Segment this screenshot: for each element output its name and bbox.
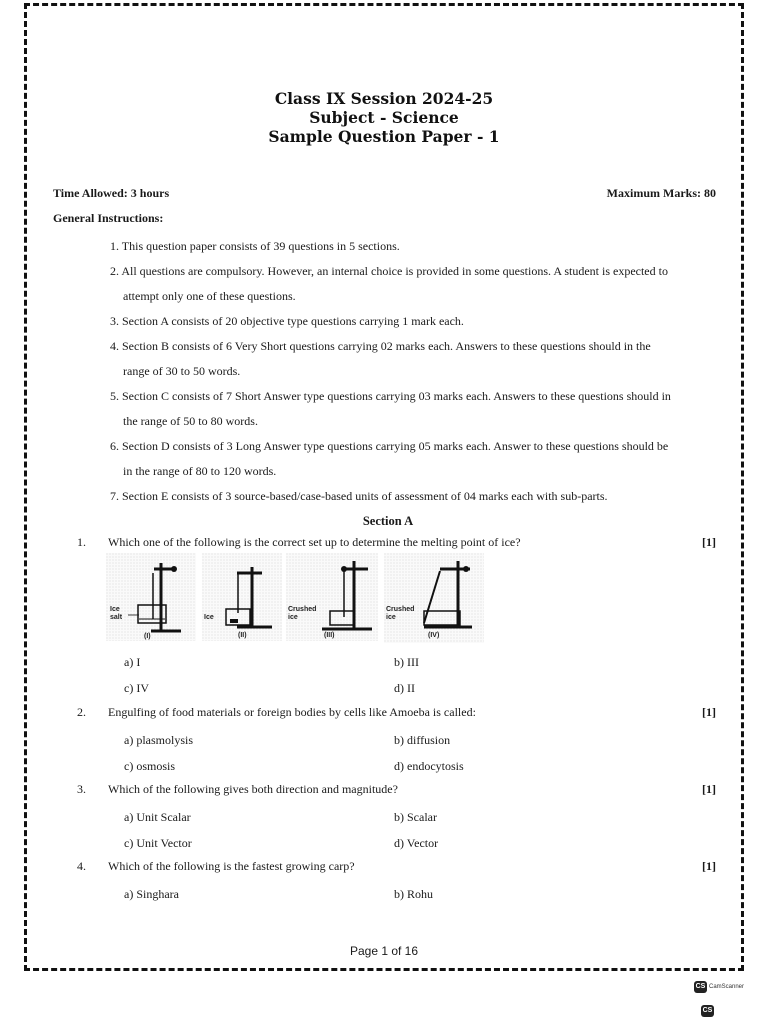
option-b: b) diffusion bbox=[394, 733, 451, 747]
label-ice: Ice bbox=[110, 606, 120, 613]
option-a: a) plasmolysis bbox=[124, 733, 193, 747]
option-a: a) I bbox=[124, 655, 141, 669]
paper-title: Sample Question Paper - 1 bbox=[268, 127, 500, 146]
setup-iii-diagram bbox=[286, 553, 378, 641]
instruction-text: 1. This question paper consists of 39 questions in 5 sections. bbox=[110, 239, 400, 253]
instruction-text: 7. Section E consists of 3 source-based/case-based units of assessment of 04 marks each with sub-parts. bbox=[110, 489, 608, 503]
question-number: 4. bbox=[77, 859, 86, 873]
setup-i-diagram bbox=[106, 553, 196, 641]
option-d: d) endocytosis bbox=[394, 759, 464, 773]
setup-ii-diagram bbox=[202, 553, 282, 641]
question-marks: [1] bbox=[702, 859, 716, 873]
option-b: b) Rohu bbox=[394, 887, 433, 901]
option-c: c) IV bbox=[124, 681, 149, 695]
option-d: d) Vector bbox=[394, 836, 439, 850]
instruction-text-cont: the range of 50 to 80 words. bbox=[123, 414, 258, 428]
question-text: Which of the following gives both direction and magnitude? bbox=[108, 782, 398, 796]
option-c: c) osmosis bbox=[124, 759, 175, 773]
label-crushed: Crushed bbox=[386, 606, 415, 613]
instruction-item bbox=[110, 434, 720, 484]
paper-class-session: Class IX Session 2024-25 bbox=[274, 89, 494, 108]
section-a-heading: Section A bbox=[362, 514, 414, 528]
instruction-item bbox=[110, 309, 720, 334]
question-marks: [1] bbox=[702, 535, 716, 549]
option-a: a) Singhara bbox=[124, 887, 179, 901]
melting-point-setups-figure bbox=[106, 553, 486, 643]
instruction-text: 3. Section A consists of 20 objective type questions carrying 1 mark each. bbox=[110, 314, 464, 328]
setup-iv-diagram bbox=[384, 553, 484, 643]
label-ice: ice bbox=[386, 614, 396, 621]
maximum-marks: Maximum Marks: 80 bbox=[606, 186, 716, 200]
question-text: Which of the following is the fastest growing carp? bbox=[108, 859, 355, 873]
instruction-text: 2. All questions are compulsory. However, an internal choice is provided in some questions. A student is expected to bbox=[110, 264, 668, 278]
instruction-text-cont: attempt only one of these questions. bbox=[123, 289, 296, 303]
instruction-text: 6. Section D consists of 3 Long Answer type questions carrying 05 marks each. Answer to these questions should be bbox=[110, 439, 669, 453]
camscanner-badge-icon: CS bbox=[701, 1005, 714, 1017]
page-number: Page 1 of 16 bbox=[349, 944, 419, 958]
option-a: a) Unit Scalar bbox=[124, 810, 191, 824]
question-number: 3. bbox=[77, 782, 86, 796]
option-b: b) III bbox=[394, 655, 419, 669]
label-setup-ii: (II) bbox=[238, 632, 247, 639]
general-instructions-heading: General Instructions: bbox=[53, 211, 164, 225]
label-setup-iii: (III) bbox=[324, 632, 335, 639]
label-ice: Ice bbox=[204, 614, 214, 621]
camscanner-logo-icon: CS bbox=[694, 981, 707, 993]
instruction-text-cont: in the range of 80 to 120 words. bbox=[123, 464, 277, 478]
label-ice: ice bbox=[288, 614, 298, 621]
instruction-text: 5. Section C consists of 7 Short Answer type questions carrying 03 marks each. Answers to these questions should in bbox=[110, 389, 671, 403]
question-number: 1. bbox=[77, 535, 86, 549]
label-crushed: Crushed bbox=[288, 606, 317, 613]
instruction-text: 4. Section B consists of 6 Very Short questions carrying 02 marks each. Answers to these questions should in the bbox=[110, 339, 651, 353]
instruction-text-cont: range of 30 to 50 words. bbox=[123, 364, 241, 378]
question-marks: [1] bbox=[702, 705, 716, 719]
label-setup-i: (I) bbox=[144, 633, 151, 640]
option-d: d) II bbox=[394, 681, 415, 695]
time-allowed: Time Allowed: 3 hours bbox=[53, 186, 170, 200]
instruction-item bbox=[110, 484, 720, 509]
option-b: b) Scalar bbox=[394, 810, 437, 824]
instruction-item bbox=[110, 234, 720, 259]
question-text: Engulfing of food materials or foreign bodies by cells like Amoeba is called: bbox=[108, 705, 476, 719]
question-text: Which one of the following is the correct set up to determine the melting point of ice? bbox=[108, 535, 521, 549]
question-number: 2. bbox=[77, 705, 86, 719]
instruction-item bbox=[110, 334, 720, 384]
label-salt: salt bbox=[110, 614, 123, 621]
paper-subject: Subject - Science bbox=[309, 108, 459, 127]
instruction-item bbox=[110, 259, 720, 309]
question-marks: [1] bbox=[702, 782, 716, 796]
camscanner-watermark: CamScanner bbox=[709, 984, 745, 990]
instruction-item bbox=[110, 384, 720, 434]
option-c: c) Unit Vector bbox=[124, 836, 192, 850]
label-setup-iv: (IV) bbox=[428, 632, 440, 639]
